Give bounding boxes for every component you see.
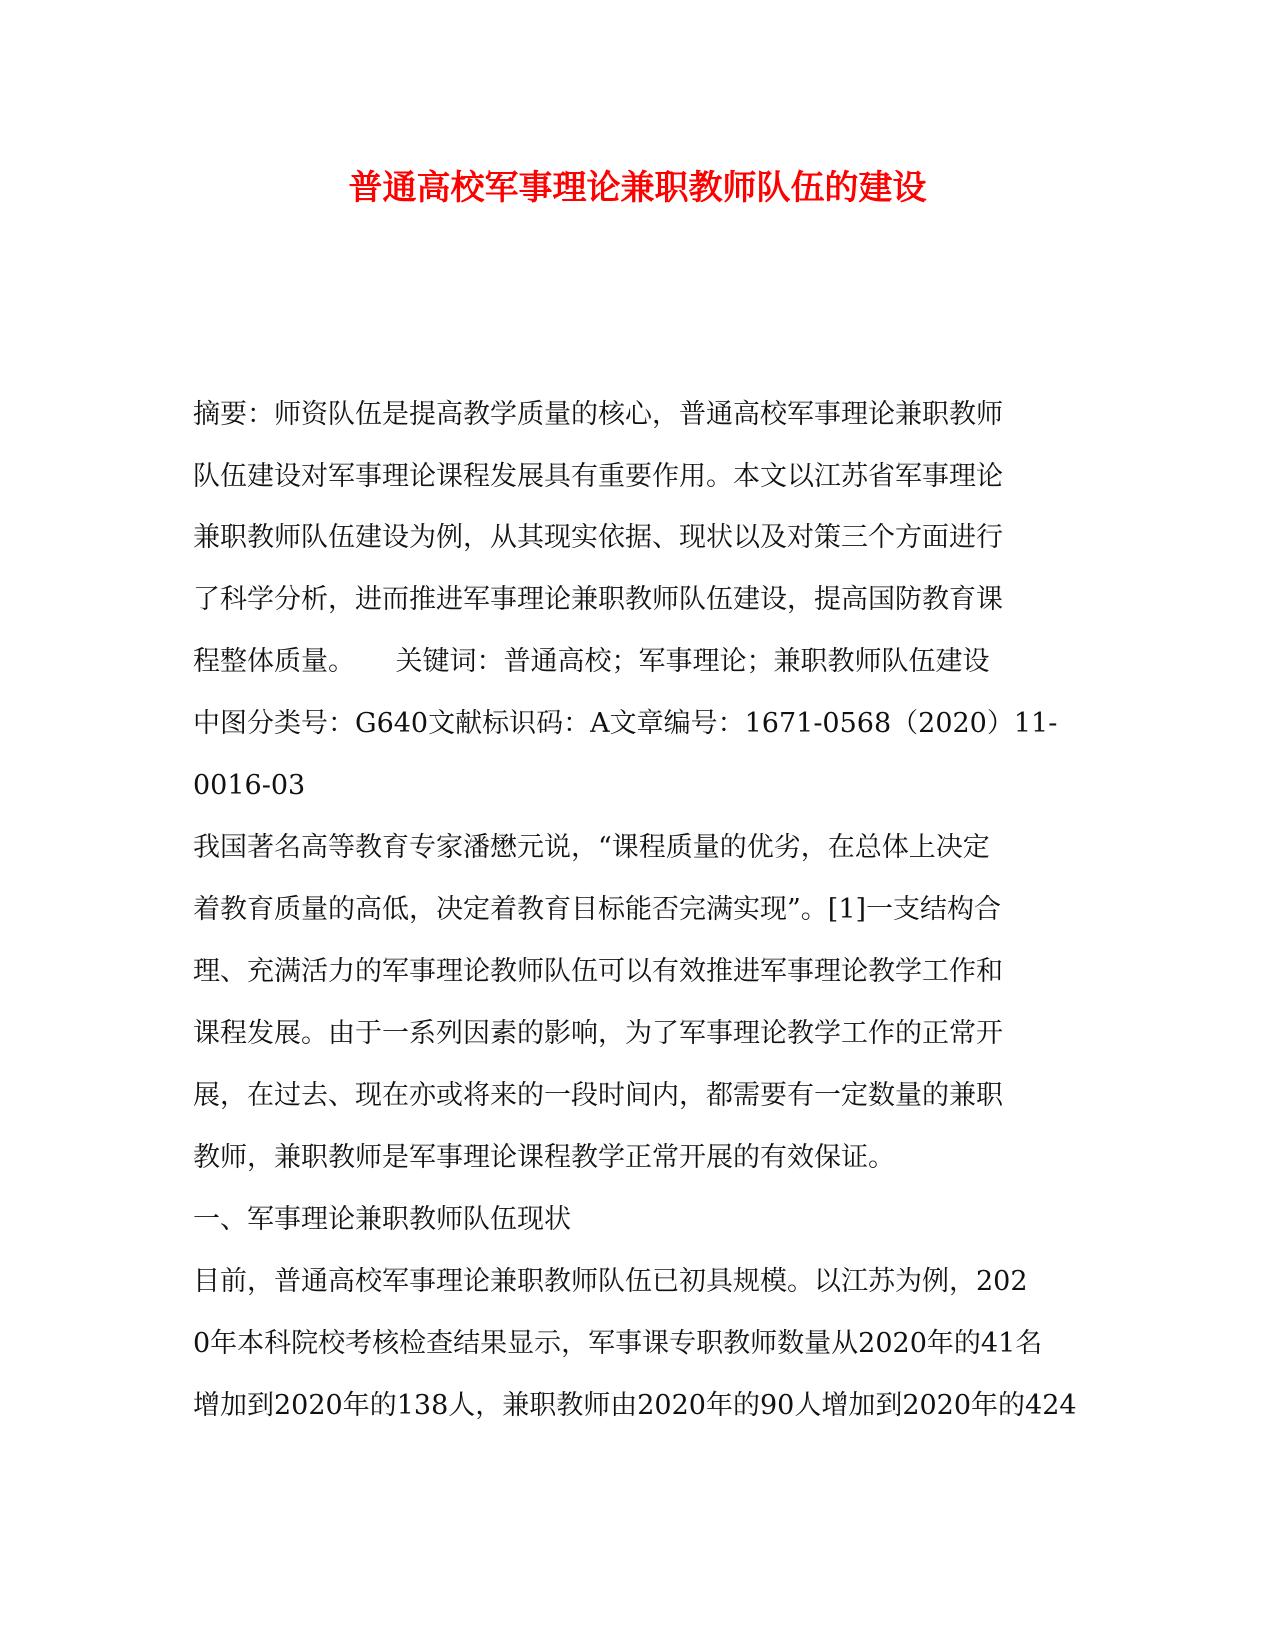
- body-line: 队伍建设对军事理论课程发展具有重要作用。本文以江苏省军事理论: [193, 461, 1003, 492]
- body-line: 中图分类号：G640文献标识码：A文章编号：1671-0568（2020）11-: [193, 708, 1058, 739]
- body-line: 了科学分析，进而推进军事理论兼职教师队伍建设，提高国防教育课: [193, 584, 1003, 615]
- body-line: 程整体质量。 关键词：普通高校；军事理论；兼职教师队伍建设: [193, 646, 990, 677]
- body-line: 摘要：师资队伍是提高教学质量的核心，普通高校军事理论兼职教师: [193, 399, 1003, 430]
- document-title: 普通高校军事理论兼职教师队伍的建设: [348, 168, 927, 208]
- body-line: 我国著名高等教育专家潘懋元说，“课程质量的优劣，在总体上决定: [193, 832, 990, 863]
- body-line: 0016-03: [193, 770, 306, 801]
- body-line: 0年本科院校考核检查结果显示，军事课专职教师数量从2020年的41名: [193, 1328, 1043, 1359]
- body-line: 课程发展。由于一系列因素的影响，为了军事理论教学工作的正常开: [193, 1018, 1003, 1049]
- body-line: 目前，普通高校军事理论兼职教师队伍已初具规模。以江苏为例，202: [193, 1266, 1028, 1297]
- body-line: 教师，兼职教师是军事理论课程教学正常开展的有效保证。: [193, 1142, 895, 1173]
- body-line: 着教育质量的高低，决定着教育目标能否完满实现”。[1]一支结构合: [193, 894, 1002, 925]
- body-line: 展，在过去、现在亦或将来的一段时间内，都需要有一定数量的兼职: [193, 1080, 1003, 1111]
- body-line: 增加到2020年的138人，兼职教师由2020年的90人增加到2020年的424: [193, 1390, 1077, 1421]
- body-line: 理、充满活力的军事理论教师队伍可以有效推进军事理论教学工作和: [193, 956, 1003, 987]
- section-heading: 一、军事理论兼职教师队伍现状: [193, 1204, 571, 1235]
- body-line: 兼职教师队伍建设为例，从其现实依据、现状以及对策三个方面进行: [193, 522, 1003, 553]
